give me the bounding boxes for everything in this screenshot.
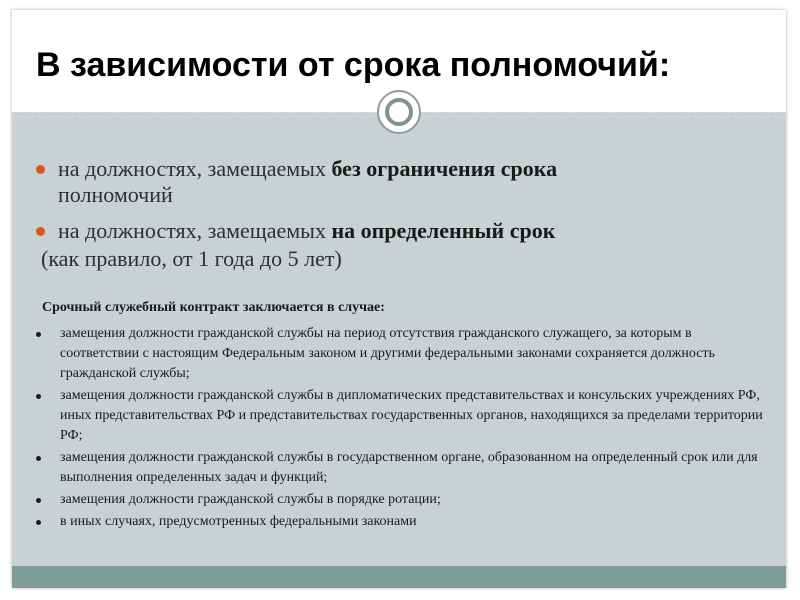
slide-title: В зависимости от срока полномочий: <box>36 46 671 84</box>
bullet-icon <box>36 394 41 399</box>
list-item <box>32 324 772 384</box>
list-item-text: замещения должности гражданской службы в государственном органе, образованном на определенный срок или для выполнения определенных задач и функций; <box>60 450 758 485</box>
list-item <box>32 448 772 488</box>
list-item-text: в иных случаях, предусмотренных федеральными законами <box>60 514 417 529</box>
term-item-prefix: на должностях, замещаемых <box>58 218 332 243</box>
bullet-icon <box>36 456 41 461</box>
term-item-fixed <box>12 218 778 244</box>
bullet-icon <box>36 227 45 236</box>
term-item-suffix: полномочий <box>58 182 173 207</box>
term-item-bold: на определенный срок <box>331 218 556 243</box>
list-item <box>32 386 772 446</box>
contract-cases-list <box>32 324 772 534</box>
term-item-prefix: на должностях, замещаемых <box>58 156 332 181</box>
list-item-text: замещения должности гражданской службы на период отсутствия гражданского служащего, за которым в соответствии с настоящим Федеральным законом и другими федеральными законами сохраняется должность гражданской службы; <box>60 326 715 381</box>
footer-bar <box>12 566 786 588</box>
list-item <box>32 512 772 532</box>
slide <box>12 10 786 588</box>
term-item-unlimited <box>12 156 758 208</box>
term-item-bold: без ограничения срока <box>331 156 558 181</box>
bullet-icon <box>36 165 45 174</box>
bullet-icon <box>36 520 41 525</box>
list-item-text: замещения должности гражданской службы в порядке ротации; <box>60 492 441 507</box>
circle-ornament-icon <box>377 90 421 134</box>
bullet-icon <box>36 332 41 337</box>
list-item-text: замещения должности гражданской службы в дипломатических представительствах и консульских учреждениях РФ, иных представительствах РФ и представительствах государственных органов, находящихся за пределами территории РФ; <box>60 388 763 443</box>
bullet-icon <box>36 498 41 503</box>
term-note: (как правило, от 1 года до 5 лет) <box>41 246 342 271</box>
contract-heading: Срочный служебный контракт заключается в случае: <box>42 300 385 315</box>
list-item <box>32 490 772 510</box>
